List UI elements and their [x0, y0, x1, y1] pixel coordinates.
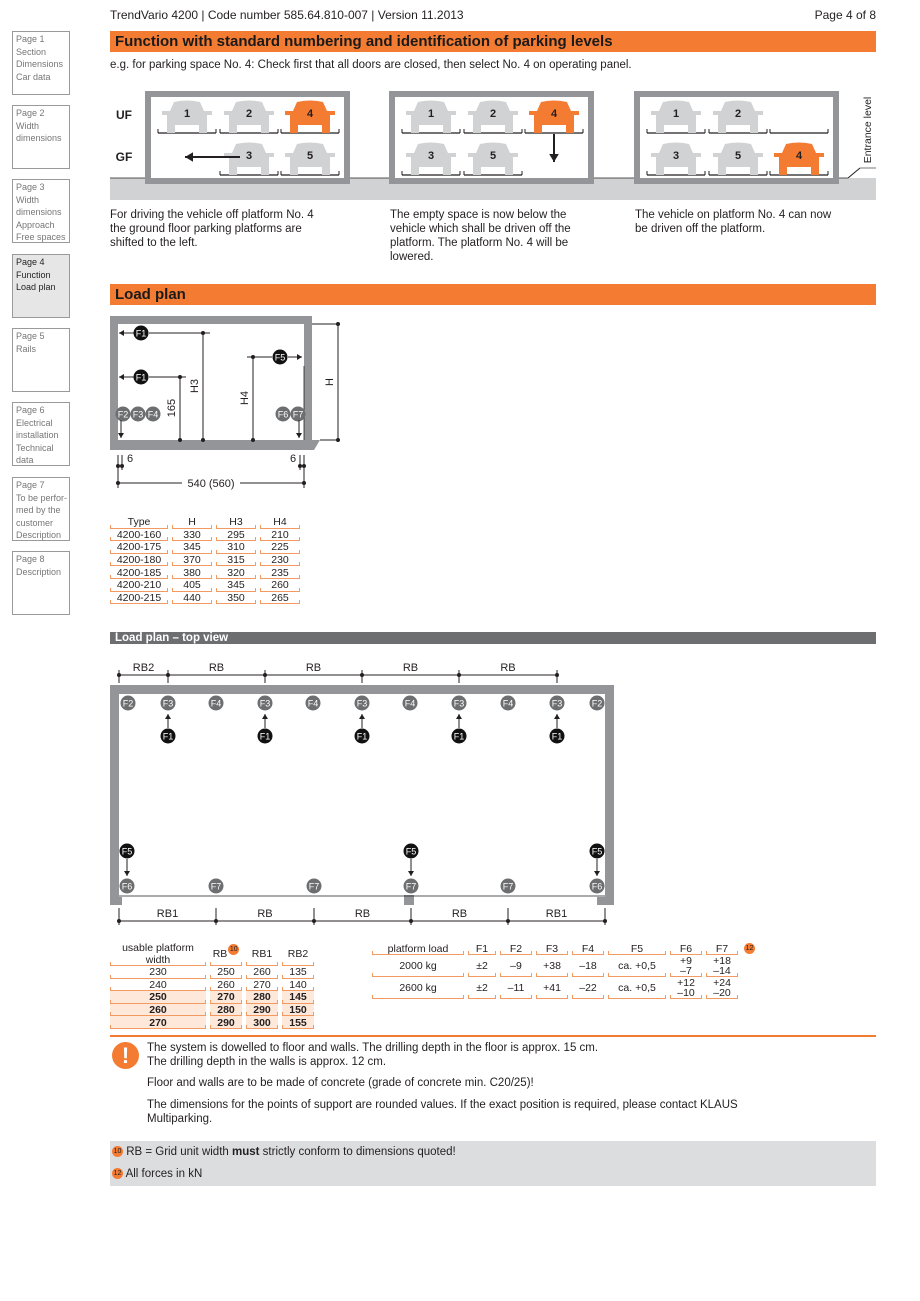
table-cell: 315: [216, 554, 256, 567]
column-header: [536, 942, 568, 955]
page-nav-label: Page 8: [16, 554, 45, 564]
table-cell: 380: [172, 566, 212, 579]
parking-space-number: 3: [427, 150, 435, 162]
page-nav-label: Page 5: [16, 331, 45, 341]
dimension-label-h: H: [324, 378, 336, 386]
force-label: F4: [307, 698, 319, 709]
page-nav-label: Function: [16, 269, 51, 280]
arrow-head-icon: [119, 374, 124, 380]
table-cell: 4200-180: [110, 554, 168, 567]
column-header-text: H4: [273, 516, 287, 529]
parking-space-number: 4: [306, 108, 314, 120]
table-row: [110, 991, 314, 1004]
table-cell: 260: [246, 966, 278, 979]
footnote-badge: 10: [229, 946, 238, 953]
dimension-dot: [312, 919, 316, 923]
entrance-level-label: Entrance level: [862, 96, 874, 164]
force-label: F4: [147, 409, 159, 420]
force-label: F6: [591, 881, 603, 892]
footnote-text: strictly conform to dimensions quoted!: [259, 1146, 456, 1158]
table-cell: 140: [282, 979, 314, 992]
table-row: [110, 966, 314, 979]
note-dimensions: The dimensions for the points of support are rounded values. If the exact position is required, please contact KLAUS Multiparking.: [147, 1099, 738, 1125]
parking-space-number: 2: [245, 108, 253, 120]
dimension-dot: [457, 673, 461, 677]
dimension-dot: [117, 673, 121, 677]
force-label: F1: [453, 731, 465, 742]
table-cell: 150: [282, 1004, 314, 1017]
column-header-text: H: [188, 516, 196, 529]
arrow-head-icon: [118, 433, 124, 438]
force-label: F7: [308, 881, 320, 892]
force-label: F3: [453, 698, 465, 709]
column-header: [572, 942, 604, 955]
center-support: [404, 895, 414, 905]
dimension-dot: [555, 673, 559, 677]
arrow-head-icon: [119, 330, 124, 336]
table-cell: 4200-215: [110, 592, 168, 605]
footnote-text: All forces in kN: [125, 1168, 203, 1180]
force-label: F5: [274, 352, 286, 363]
parking-space-number: 4: [550, 108, 558, 120]
column-header-text: F3: [545, 942, 559, 955]
warning-icon: !: [112, 1042, 139, 1069]
parking-space-number: 5: [489, 150, 497, 162]
column-header: [372, 942, 464, 955]
parking-space-number: 3: [245, 150, 253, 162]
dimension-dot: [298, 464, 302, 468]
table-cell: 235: [260, 566, 300, 579]
dimension-dot: [336, 438, 340, 442]
force-label: F1: [356, 731, 368, 742]
footnote-badge: 12: [745, 945, 754, 952]
force-label: F3: [259, 698, 271, 709]
page-nav-label: Width: [16, 120, 40, 131]
grid-dimension-label: RB1: [156, 908, 179, 920]
column-header: [670, 942, 702, 955]
dimension-dot: [336, 322, 340, 326]
dimension-dot: [116, 464, 120, 468]
page-nav-label: Free spaces: [16, 232, 66, 242]
table-cell: +18 –14: [706, 955, 738, 977]
table-cell: 330: [172, 529, 212, 542]
table-cell: –9: [500, 955, 532, 977]
footnote-12: [112, 1168, 202, 1180]
table-cell: 405: [172, 579, 212, 592]
force-label: F6: [277, 409, 289, 420]
type-dimension-table: [106, 516, 304, 604]
page-nav-label: Page 3: [16, 182, 45, 192]
column-header-text: RB: [212, 948, 228, 960]
force-label: F3: [132, 409, 144, 420]
table-cell: 265: [260, 592, 300, 605]
grid-dimension-label: RB: [257, 908, 273, 920]
column-header: [260, 516, 300, 529]
column-header: [608, 942, 666, 955]
platform-width-table: [106, 942, 318, 1029]
force-label: F1: [551, 731, 563, 742]
table-cell: 230: [110, 966, 206, 979]
page-nav-label: dimensions: [16, 133, 62, 143]
table-row: [110, 541, 300, 554]
dimension-label-165: 165: [166, 398, 178, 418]
page-nav-label: Load plan: [16, 282, 56, 292]
table-row: [110, 1016, 314, 1029]
table-cell: 280: [246, 991, 278, 1004]
table-cell: 4200-160: [110, 529, 168, 542]
note-concrete: Floor and walls are to be made of concrete (grade of concrete min. C20/25)!: [147, 1077, 534, 1089]
force-label: F1: [135, 372, 147, 383]
table-cell: –18: [572, 955, 604, 977]
arrow-head-icon: [359, 714, 365, 719]
grid-dimension-label: RB: [208, 662, 225, 674]
parking-space-number: 1: [183, 108, 191, 120]
table-cell: +12 –10: [670, 977, 702, 999]
parking-space-number: 3: [672, 150, 680, 162]
table-row: [110, 554, 300, 567]
platform-load-table: [368, 942, 761, 999]
table-cell: 240: [110, 979, 206, 992]
dimension-dot: [117, 919, 121, 923]
page-nav-label: Page 2: [16, 108, 45, 118]
table-row: [110, 979, 314, 992]
page-nav-label: To be perfor-: [16, 492, 68, 503]
force-label: F4: [404, 698, 416, 709]
note-walls: The drilling depth in the walls is approx. 12 cm.: [147, 1056, 387, 1068]
table-cell: 4200-185: [110, 566, 168, 579]
arrow-head-icon: [296, 433, 302, 438]
force-label: F2: [591, 698, 603, 709]
arrow-head-icon: [408, 871, 414, 876]
section-title-top-view: Load plan – top view: [110, 632, 876, 644]
force-label: F1: [135, 328, 147, 339]
footnote-badge: 12: [113, 1170, 122, 1177]
table-cell: 210: [260, 529, 300, 542]
force-label: F3: [356, 698, 368, 709]
dimension-label-6: 6: [126, 453, 134, 465]
table-cell: 345: [216, 579, 256, 592]
page-nav-label: Page 4: [16, 257, 45, 267]
table-cell: 4200-175: [110, 541, 168, 554]
page-nav-label: Dimensions: [16, 59, 64, 69]
column-header-text: H3: [229, 516, 243, 529]
parking-space-number: 1: [427, 108, 435, 120]
force-label: F7: [292, 409, 304, 420]
document-header-title: TrendVario 4200 | Code number 585.64.810-007 | Version 11.2013: [110, 8, 464, 22]
table-cell: –22: [572, 977, 604, 999]
force-label: F2: [117, 409, 129, 420]
caption-step-1: For driving the vehicle off platform No. 4 the ground floor parking platforms are shifted to the left.: [110, 209, 314, 249]
table-cell: +24 –20: [706, 977, 738, 999]
column-header-text: F4: [581, 942, 595, 955]
table-cell: 260: [110, 1004, 206, 1017]
dimension-dot: [409, 919, 413, 923]
table-cell: 320: [216, 566, 256, 579]
grid-dimension-label: RB: [402, 662, 419, 674]
table-cell: 2600 kg: [372, 977, 464, 999]
dimension-dot: [603, 919, 607, 923]
dimension-label-width: 540 (560): [187, 478, 235, 490]
force-label: F3: [551, 698, 563, 709]
page-nav-label: Page 1: [16, 34, 45, 44]
dimension-dot: [120, 464, 124, 468]
level-label-gf: GF: [115, 150, 133, 164]
table-cell: +38: [536, 955, 568, 977]
page-nav-label: Page 6: [16, 405, 45, 415]
column-header-text: platform load: [387, 942, 449, 955]
arrow-head-icon: [262, 714, 268, 719]
caption-step-2: The empty space is now below the vehicle which shall be driven off the platform. The platform No. 4 will be lowered.: [390, 209, 571, 263]
force-label: F5: [591, 846, 603, 857]
grid-dimension-label: RB1: [545, 908, 568, 920]
table-row: [110, 592, 300, 605]
force-label: F5: [121, 846, 133, 857]
entrance-slope: [848, 168, 860, 178]
arrow-head-icon: [124, 871, 130, 876]
table-cell: 440: [172, 592, 212, 605]
footnote-text: RB = Grid unit width: [126, 1146, 232, 1158]
column-header: [210, 942, 242, 966]
footnote-box: [110, 1141, 876, 1186]
column-header-text: RB2: [287, 948, 309, 960]
table-row: [110, 529, 300, 542]
table-cell: 370: [172, 554, 212, 567]
column-header: [110, 942, 206, 966]
column-header: [246, 942, 278, 966]
page-nav-label: med by the: [16, 505, 61, 515]
table-cell: 295: [216, 529, 256, 542]
table-row: [372, 955, 757, 977]
column-header: [216, 516, 256, 529]
parking-space-number: 4: [795, 150, 803, 162]
table-cell: 345: [172, 541, 212, 554]
parking-space-number: 2: [489, 108, 497, 120]
table-cell: 260: [260, 579, 300, 592]
dimension-label-6: 6: [289, 453, 297, 465]
dimension-label-h4: H4: [239, 390, 251, 406]
dimension-dot: [506, 919, 510, 923]
column-header-text: F5: [630, 942, 644, 955]
header-badge-cell: [742, 942, 757, 955]
arrow-head-icon: [594, 871, 600, 876]
footnote-10: [112, 1146, 456, 1158]
footnote-emphasis: must: [231, 1146, 260, 1158]
page-nav-label: Description: [16, 566, 62, 577]
table-cell: 145: [282, 991, 314, 1004]
arrow-head-icon: [554, 714, 560, 719]
page-nav-label: Description: [16, 530, 62, 540]
column-header-text: Type: [127, 516, 151, 529]
column-header-text: usable platform width: [122, 942, 194, 966]
table-cell: 225: [260, 541, 300, 554]
dimension-dot: [214, 919, 218, 923]
table-cell: 290: [246, 1004, 278, 1017]
column-header: [282, 942, 314, 966]
force-label: F7: [405, 881, 417, 892]
dimension-dot: [166, 673, 170, 677]
force-label: F1: [259, 731, 271, 742]
page-nav-label: Page 7: [16, 480, 45, 490]
function-intro: e.g. for parking space No. 4: Check first that all doors are closed, then select No. 4 on operating panel.: [110, 59, 632, 71]
section-title-load-plan: Load plan: [110, 284, 876, 305]
caption-step-3: The vehicle on platform No. 4 can now be driven off the platform.: [635, 209, 832, 235]
column-header: [110, 516, 168, 529]
table-row: [372, 977, 757, 999]
level-label-uf: UF: [116, 108, 132, 122]
table-header-row: [372, 942, 757, 955]
table-cell: 290: [210, 1016, 242, 1029]
page-nav-label: Rails: [16, 343, 37, 354]
page-nav-label: Width: [16, 194, 40, 205]
dimension-dot: [302, 464, 306, 468]
table-cell: 250: [210, 966, 242, 979]
column-header-text: F7: [715, 942, 729, 955]
dimension-dot: [201, 438, 205, 442]
grid-dimension-label: RB: [451, 908, 468, 920]
table-header-row: [110, 516, 300, 529]
parking-space-number: 5: [734, 150, 742, 162]
table-cell: 300: [246, 1016, 278, 1029]
divider: [110, 1035, 876, 1037]
column-header-text: F6: [679, 942, 693, 955]
force-label: F4: [502, 698, 514, 709]
table-cell: 270: [246, 979, 278, 992]
column-header: [172, 516, 212, 529]
column-header: [500, 942, 532, 955]
table-cell: 310: [216, 541, 256, 554]
parking-space-number: 5: [306, 150, 314, 162]
force-label: F1: [162, 731, 174, 742]
arrow-head-icon: [456, 714, 462, 719]
page-nav-label: customer: [16, 517, 54, 528]
parking-space-number: 2: [734, 108, 742, 120]
page-nav-label: data: [16, 455, 34, 465]
column-header-text: RB1: [251, 948, 273, 960]
table-row: [110, 566, 300, 579]
force-label: F6: [121, 881, 133, 892]
table-cell: 350: [216, 592, 256, 605]
table-cell: +9 –7: [670, 955, 702, 977]
table-cell: 2000 kg: [372, 955, 464, 977]
page-nav-label: installation: [16, 430, 59, 440]
dimension-dot: [178, 438, 182, 442]
page-nav-label: dimensions: [16, 207, 62, 217]
table-cell: 135: [282, 966, 314, 979]
grid-dimension-label: RB: [354, 908, 371, 920]
grid-dimension-label: RB: [500, 662, 516, 674]
grid-dimension-label: RB2: [132, 662, 155, 674]
page-nav-label: Section: [16, 46, 47, 57]
table-cell: 4200-210: [110, 579, 168, 592]
page-nav-label: Electrical: [16, 417, 53, 428]
dimension-dot: [360, 673, 364, 677]
page-number: Page 4 of 8: [814, 8, 876, 22]
force-label: F2: [122, 698, 134, 709]
force-label: F7: [502, 881, 514, 892]
page-nav-label: Approach: [16, 219, 55, 230]
force-label: F4: [210, 698, 222, 709]
dimension-dot: [263, 673, 267, 677]
table-cell: ca. +0,5: [608, 955, 666, 977]
table-cell: –11: [500, 977, 532, 999]
force-label: F7: [210, 881, 222, 892]
grid-dimension-label: RB: [305, 662, 322, 674]
table-cell: ±2: [468, 955, 496, 977]
footnote-badge: 10: [113, 1148, 122, 1155]
table-row: [110, 1004, 314, 1017]
force-label: F5: [405, 846, 417, 857]
dimension-label-h3: H3: [189, 378, 201, 394]
page-nav-label: Car data: [16, 71, 51, 82]
table-cell: ca. +0,5: [608, 977, 666, 999]
parking-space-number: 1: [672, 108, 680, 120]
table-cell: 280: [210, 1004, 242, 1017]
table-cell: 230: [260, 554, 300, 567]
note-dowel: The system is dowelled to floor and walls. The drilling depth in the floor is approx. 15 cm.: [147, 1042, 599, 1054]
arrow-head-icon: [165, 714, 171, 719]
table-cell: 260: [210, 979, 242, 992]
table-cell: ±2: [468, 977, 496, 999]
table-cell: 270: [110, 1016, 206, 1029]
table-cell: 250: [110, 991, 206, 1004]
column-header-text: F2: [509, 942, 523, 955]
section-title-function: Function with standard numbering and identification of parking levels: [110, 31, 876, 52]
force-label: F3: [162, 698, 174, 709]
table-cell: +41: [536, 977, 568, 999]
column-header: [706, 942, 738, 955]
table-row: [110, 579, 300, 592]
page-nav-label: Technical: [16, 442, 54, 453]
column-header: [468, 942, 496, 955]
table-cell: 155: [282, 1016, 314, 1029]
column-header-text: F1: [475, 942, 489, 955]
table-cell: 270: [210, 991, 242, 1004]
arrow-head-icon: [297, 354, 302, 360]
dimension-dot: [251, 438, 255, 442]
table-header-row: [110, 942, 314, 966]
